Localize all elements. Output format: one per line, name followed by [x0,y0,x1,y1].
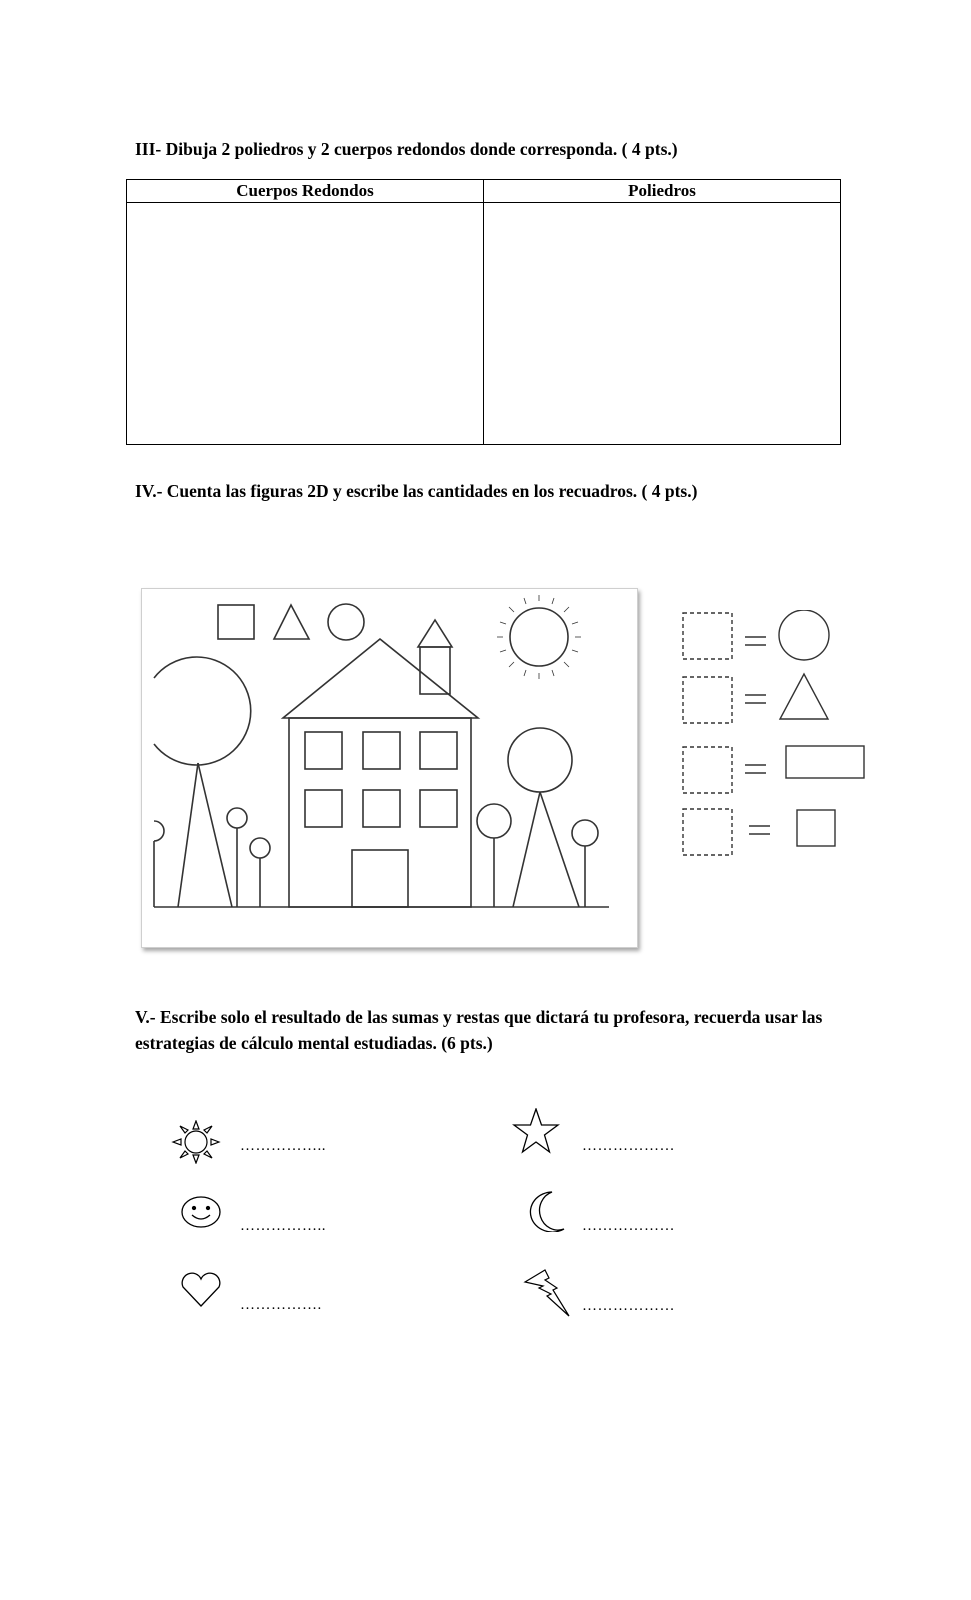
big-tree-crown [154,657,251,765]
calc-item-star [512,1108,560,1154]
triangle-shape [274,605,309,639]
count-box-rectangle [683,747,732,793]
heart-icon [179,1272,223,1308]
answer-blank-heart[interactable]: ……………. [240,1297,322,1313]
answer-blank-smiley[interactable]: …………….. [240,1218,326,1234]
house-body [289,718,471,907]
calc-item-smiley [180,1195,222,1229]
drawing-area-cuerpos-redondos[interactable] [127,203,484,445]
square-icon [797,810,835,846]
section-5-title: V.- Escribe solo el resultado de las sumas y restas que dictará tu profesora, recuerda usar las estrategias de cálculo mental estudiadas. (6 pts.) [135,1007,823,1053]
shape-count-legend [682,610,872,870]
answer-blank-lightning[interactable]: ……………… [582,1298,675,1314]
answer-blank-star[interactable]: ……………… [582,1138,675,1154]
chimney-roof [418,620,452,647]
chimney [420,647,450,694]
sun-icon [170,1120,222,1164]
calc-item-sun [170,1120,222,1164]
star-icon [512,1108,560,1154]
answer-blank-sun[interactable]: …………….. [240,1138,326,1154]
answer-blank-moon[interactable]: ……………… [582,1218,675,1234]
calc-item-moon [522,1190,568,1232]
smiley-icon [180,1195,222,1229]
moon-icon [522,1190,568,1232]
square-shape [218,605,254,639]
calc-item-lightning [523,1268,575,1318]
header-cuerpos-redondos: Cuerpos Redondos [127,180,484,203]
rectangle-icon [786,746,864,778]
house-roof [283,639,478,718]
drawing-table [126,179,841,445]
sun-shape [510,608,568,666]
drawing-area-poliedros[interactable] [484,203,841,445]
shapes-house-picture [141,588,638,948]
circle-shape [328,604,364,640]
count-box-triangle [683,677,732,723]
count-box-square [683,809,732,855]
header-poliedros: Poliedros [484,180,841,203]
section-4-title: IV.- Cuenta las figuras 2D y escribe las cantidades en los recuadros. ( 4 pts.) [135,481,698,501]
lightning-icon [523,1268,575,1318]
triangle-icon [780,674,828,719]
circle-icon [779,610,829,660]
count-box-circle [683,613,732,659]
house-door [352,850,408,907]
calc-item-heart [179,1272,223,1308]
section-3-title: III- Dibuja 2 poliedros y 2 cuerpos redondos donde corresponda. ( 4 pts.) [135,139,678,159]
